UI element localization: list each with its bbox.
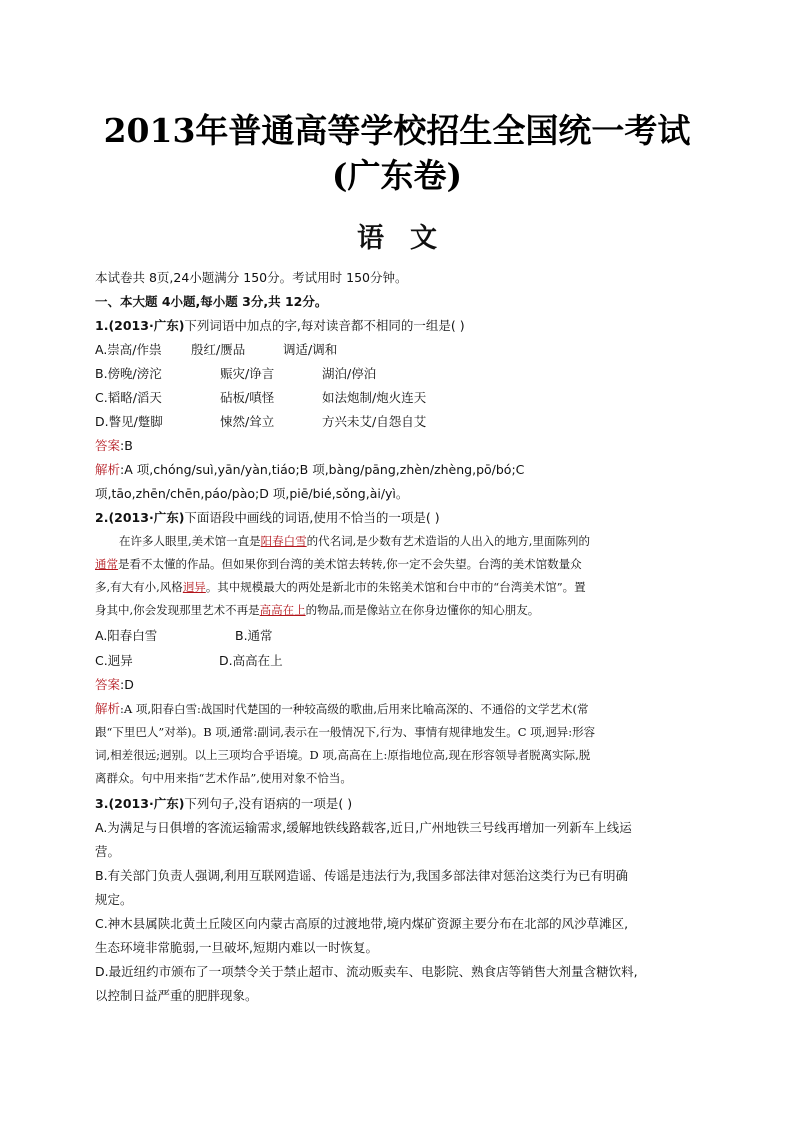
question-2-passage: 在许多人眼里,美术馆一直是阳春白雪的代名词,是少数有艺术造诣的人出入的地方,里面陈列的 通常是看不太懂的作品。但如果你到台湾的美术馆去转转,你一定不会失望。台湾的美术馆数量众 多,有大有小,风格迥异。其中规模最大的两处是新北市的朱铭美术馆和台中市的“台湾美术馆”。置 身其中,你会发现那里艺术不再是高高在上的物品,而是像站立在你身边懂你的知心朋友。 <box>95 534 590 617</box>
question-number: 2 <box>95 510 104 525</box>
exam-title: 2013年普通高等学校招生全国统一考试 <box>103 111 691 150</box>
section-heading: 一、本大题 4小题,每小题 3分,共 12分。 <box>95 294 328 309</box>
question-2-options-ab: A.阳春白雪 B.通常 <box>95 628 273 643</box>
question-text: 下列词语中加点的字,每对读音都不相同的一组是( ) <box>184 318 465 333</box>
question-1-option-d: D.瞥见/蹩脚 悚然/耸立 方兴未艾/自怨自艾 <box>95 414 427 429</box>
question-1-analysis: 解析:A 项,chóng/suì,yān/yàn,tiáo;B 项,bàng/pāng,zhèn/zhèng,pō/bó;C <box>95 462 525 477</box>
underlined-word-3: 迥异 <box>182 580 206 594</box>
exam-intro: 本试卷共 8页,24小题满分 150分。考试用时 150分钟。 <box>95 270 408 285</box>
question-source: .(2013·广东) <box>103 510 185 525</box>
analysis-label: 解析 <box>95 462 121 477</box>
underlined-word-4: 高高在上 <box>259 603 306 617</box>
answer-value: :D <box>120 677 134 692</box>
question-3-option-a: A.为满足与日俱增的客流运输需求,缓解地铁线路载客,近日,广州地铁三号线再增加一列新车上线运 <box>95 820 632 835</box>
answer-label: 答案 <box>95 438 121 453</box>
question-3-option-c: C.神木县属陕北黄土丘陵区向内蒙古高原的过渡地带,境内煤矿资源主要分布在北部的风沙草滩区, <box>95 916 629 931</box>
question-number: 1 <box>95 318 104 333</box>
question-1-option-a: A.崇高/作祟 殷红/赝品 调适/调和 <box>95 342 338 357</box>
question-3-option-b: B.有关部门负责人强调,利用互联网造谣、传谣是违法行为,我国多部法律对惩治这类行为已有明确 <box>95 868 628 883</box>
question-3-stem <box>95 796 352 812</box>
question-3-option-d: D.最近纽约市颁布了一项禁令关于禁止超市、流动贩卖车、电影院、熟食店等销售大剂量含糖饮料, <box>95 964 638 979</box>
answer-label: 答案 <box>95 677 121 692</box>
question-source: .(2013·广东) <box>103 318 185 333</box>
analysis-label: 解析 <box>95 701 121 716</box>
question-3-option-c-cont: 生态环境非常脆弱,一旦破坏,短期内难以一时恢复。 <box>95 940 378 955</box>
question-source: .(2013·广东) <box>103 796 185 811</box>
question-3-option-d-cont: 以控制日益严重的肥胖现象。 <box>95 988 258 1003</box>
question-1-option-b: B.傍晚/滂沱 赈灾/诤言 湖泊/停泊 <box>95 366 377 381</box>
question-text: 下列句子,没有语病的一项是( ) <box>184 796 353 811</box>
question-2-stem <box>95 510 440 526</box>
question-1-answer <box>95 438 133 454</box>
question-2-answer <box>95 677 134 693</box>
underlined-word-2: 通常 <box>95 557 118 571</box>
subject-title: 语文 <box>357 223 463 254</box>
question-1-option-c: C.韬略/滔天 砧板/嗔怪 如法炮制/炮火连天 <box>95 390 427 405</box>
question-2-options-cd: C.迥异 D.高高在上 <box>95 653 283 668</box>
question-3-option-b-cont: 规定。 <box>95 892 133 907</box>
exam-region: (广东卷) <box>331 156 463 195</box>
question-text: 下面语段中画线的词语,使用不恰当的一项是( ) <box>184 510 440 525</box>
question-3-option-a-cont: 营。 <box>95 844 121 859</box>
question-2-analysis: 解析:A 项,阳春白雪:战国时代楚国的一种较高级的歌曲,后用来比喻高深的、不通俗的文学艺术(常 跟“下里巴人”对举)。B 项,通常:副词,表示在一般情况下,行为、事情有规律地发生。C 项,迥异:形容 词,相差很远;迥别。以上三项均合乎语境。D 项,高高在上:原指地位高,现在形容领导者脱离实际,脱 离群众。句中用来指“艺术作品”,使用对象不恰当。 <box>95 701 596 785</box>
underlined-word-1: 阳春白雪 <box>260 534 307 548</box>
answer-value: :B <box>120 438 133 453</box>
question-number: 3 <box>95 796 104 811</box>
question-1-stem <box>95 318 465 334</box>
question-1-analysis-cont: 项,tāo,zhēn/chēn,páo/pào;D 项,piē/bié,sǒng,ài/yì。 <box>95 486 409 501</box>
